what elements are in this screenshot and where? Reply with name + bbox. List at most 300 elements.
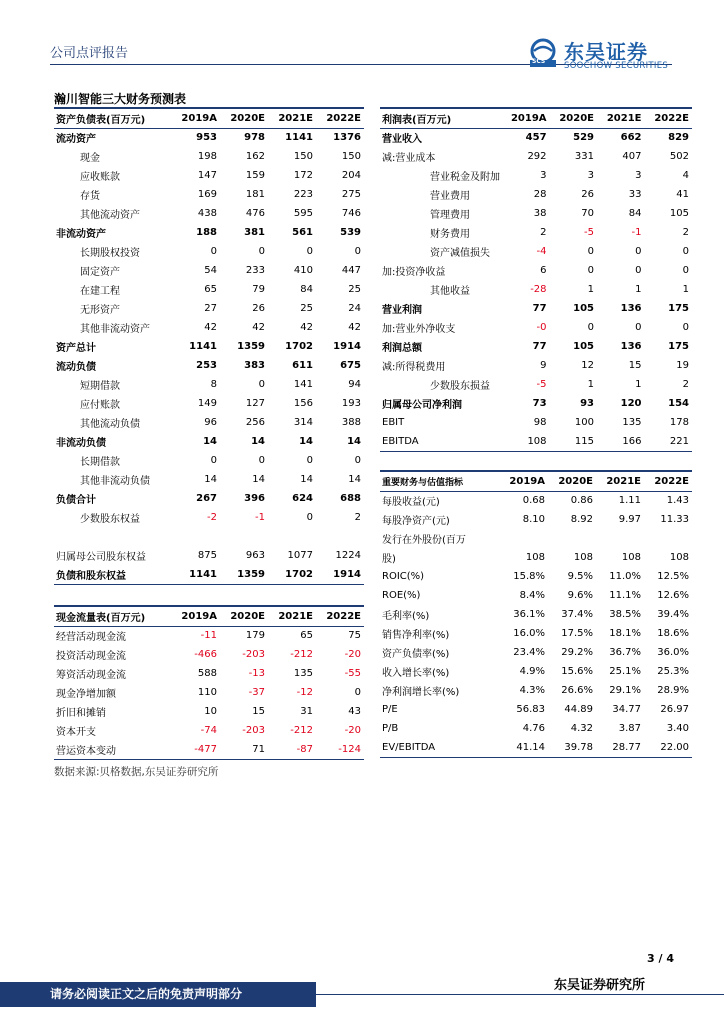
document-title: 瀚川智能三大财务预测表 [54,92,187,106]
row-label: 营业费用 [430,191,470,202]
table-row [380,491,692,510]
row-label: 资产总计 [56,343,96,354]
year-header-cell: 2022E [645,108,693,128]
value-cell: 410 [293,265,313,276]
value-cell: 0 [354,455,361,466]
value-cell: 15.8% [513,571,545,582]
row-label: 收入增长率(%) [382,668,450,679]
table-header-row [54,108,364,128]
value-cell: 36.7% [609,647,641,658]
value-cell: 4.32 [570,723,593,734]
value-cell: 1141 [285,132,313,144]
value-cell [548,529,596,548]
row-label: 财务费用 [430,229,470,240]
value-cell: 611 [292,360,313,371]
value-cell: 28 [533,189,547,200]
value-cell: 147 [197,170,217,181]
value-cell [596,529,644,548]
year-header-cell: 2020E [550,108,597,128]
value-cell [268,527,316,546]
value-cell: 0 [210,455,217,466]
row-label: 归属母公司股东权益 [56,552,146,563]
year-header-cell: 2022E [644,471,692,491]
year-header-cell: 2021E [596,471,644,491]
value-cell: 14 [299,436,313,447]
value-cell: 223 [293,189,313,200]
row-label: ROE(%) [382,590,421,601]
row-label: 销售净利率(%) [382,630,450,641]
value-cell: 0 [587,265,595,276]
value-cell: 65 [204,284,217,295]
value-cell: 127 [245,398,265,409]
value-cell: 198 [197,151,217,162]
value-cell: 1141 [189,341,217,352]
value-cell: 15 [252,706,265,717]
value-cell: 39.4% [657,609,689,620]
row-label: 减:所得税费用 [382,362,446,373]
value-cell: 149 [197,398,217,409]
value-cell: 108 [525,552,545,563]
value-cell: 1359 [220,565,268,584]
row-label: 发行在外股份(百万 [382,535,466,546]
row-label: P/E [382,704,398,715]
value-cell: -1 [255,512,265,523]
row-label: 短期借款 [80,381,120,392]
row-label: 加:投资净收益 [382,267,446,278]
value-cell: 39.78 [548,738,596,757]
year-header-cell: 2021E [597,108,644,128]
table-row [54,185,364,204]
value-cell: 136 [620,341,642,352]
data-source-note: 数据来源:贝格数据,东吴证券研究所 [54,766,219,778]
value-cell: 2 [682,227,689,238]
year-header-cell: 2021E [268,108,316,128]
value-cell: 4.76 [522,723,545,734]
value-cell: 42 [300,322,313,333]
row-label: 营业税金及附加 [430,172,500,183]
value-cell: 27 [204,303,217,314]
value-cell: -37 [248,687,265,698]
value-cell: -12 [296,687,313,698]
row-label: 其他流动资产 [80,210,140,221]
value-cell: 14 [203,436,217,447]
table-row [54,242,364,261]
row-label: ROIC(%) [382,571,425,582]
value-cell: 93 [580,398,595,409]
value-cell: 70 [581,208,595,219]
value-cell: 0 [258,379,265,390]
value-cell: 2 [354,512,361,523]
value-cell: 34.77 [612,704,641,715]
value-cell: 0 [682,265,689,276]
value-cell: 1 [587,284,595,295]
value-cell: 135 [622,417,642,428]
table-row [54,546,364,565]
value-cell: 0 [587,246,595,257]
value-cell: -74 [200,725,217,736]
value-cell: 8.4% [519,590,545,601]
value-cell: 43 [348,706,361,717]
table-row [54,299,364,318]
value-cell: 135 [293,668,313,679]
value-cell: 0 [306,455,313,466]
value-cell: 172 [293,170,313,181]
value-cell: 8 [210,379,217,390]
table-row [380,394,692,413]
value-cell: 381 [244,227,265,238]
value-cell: 25 [300,303,313,314]
value-cell: 11.0% [609,571,641,582]
value-cell: 175 [668,303,689,314]
value-cell: 1376 [333,132,361,144]
table-row [380,548,692,567]
value-cell: 0 [635,265,642,276]
value-cell: 4 [682,170,689,181]
value-cell: 41 [676,189,689,200]
value-cell: -1 [631,227,642,238]
value-cell: 108 [669,552,689,563]
table-header-row [54,606,364,626]
value-cell: -203 [242,649,265,660]
value-cell: 42 [252,322,265,333]
logo-mark-text: SCS [532,58,546,65]
row-label: 少数股东权益 [80,514,140,525]
table-row [380,147,692,166]
value-cell: 457 [525,132,547,144]
table-row [54,223,364,242]
row-label: 加:营业外净收支 [382,324,456,335]
value-cell: 162 [245,151,265,162]
value-cell: 105 [573,341,595,352]
value-cell: 9.5% [567,571,593,582]
row-label: EBITDA [380,432,502,451]
value-cell: 175 [668,341,689,352]
value-cell: 447 [341,265,361,276]
value-cell: 221 [645,432,693,451]
year-header-cell: 2022E [316,108,364,128]
row-label: 流动负债 [56,362,96,373]
value-cell: -212 [290,649,313,660]
value-cell: 29.1% [609,685,641,696]
table-title-cell: 资产负债表(百万元) [54,108,172,128]
value-cell: 136 [620,303,642,314]
row-label: 少数股东损益 [430,381,490,392]
row-label: 无形资产 [80,305,120,316]
value-cell: 10 [204,706,217,717]
table-row [380,413,692,432]
value-cell: -20 [344,725,361,736]
table-row [380,318,692,337]
value-cell: 11.33 [660,514,689,525]
value-cell: 12.5% [657,571,689,582]
table-row [54,626,364,645]
value-cell: 159 [245,170,265,181]
table-row [380,605,692,624]
value-cell: 6 [540,265,547,276]
table-row [380,643,692,662]
value-cell: -2 [207,512,217,523]
row-label: 其他非流动负债 [80,476,150,487]
value-cell: 188 [196,227,217,238]
value-cell: 331 [574,151,595,162]
value-cell: 77 [532,303,547,314]
value-cell: 14 [251,436,265,447]
value-cell: 0 [682,322,689,333]
row-label: 应收账款 [80,172,120,183]
row-label: 存货 [80,191,100,202]
value-cell: 25.3% [657,666,689,677]
year-header-cell: 2019A [502,108,550,128]
value-cell: 94 [348,379,361,390]
table-row [54,356,364,375]
value-cell: 25 [348,284,361,295]
table-title-cell: 利润表(百万元) [380,108,502,128]
value-cell: 38.5% [609,609,641,620]
value-cell: 15 [628,360,642,371]
table-row [380,510,692,529]
report-type-label: 公司点评报告 [50,46,129,61]
table-row [54,451,364,470]
row-label: 投资活动现金流 [56,651,126,662]
table-row [54,337,364,356]
value-cell: 0 [258,455,265,466]
row-label: 营业收入 [382,134,422,146]
value-cell: 14 [347,436,361,447]
value-cell: 12 [581,360,595,371]
table-row [54,261,364,280]
logo-chinese-name: 东吴证券 [564,40,648,64]
row-label: 资产负债率(%) [382,649,450,660]
value-cell: 1359 [237,341,265,352]
value-cell: 529 [573,132,595,144]
value-cell: 11.1% [609,590,641,601]
value-cell: 1224 [335,550,361,561]
value-cell [644,529,692,548]
value-cell: 12.6% [657,590,689,601]
row-label: 现金 [80,153,100,164]
table-row [54,645,364,664]
value-cell: 16.0% [513,628,545,639]
value-cell: 1077 [287,550,313,561]
value-cell: 77 [532,341,547,352]
value-cell: 388 [341,417,361,428]
table-row [380,662,692,681]
value-cell [220,527,268,546]
value-cell: 407 [622,151,642,162]
value-cell: 1.43 [666,495,689,507]
row-label: 经营活动现金流 [56,632,126,644]
row-label: 其他收益 [430,286,470,297]
value-cell: 178 [669,417,689,428]
value-cell: 181 [245,189,265,200]
year-header-cell: 2020E [548,471,596,491]
table-row [54,527,364,546]
value-cell: 0 [635,322,642,333]
value-cell: 3 [587,170,595,181]
value-cell: 662 [620,132,642,144]
value-cell: 120 [620,398,642,409]
value-cell: 1 [587,379,595,390]
value-cell: 588 [197,668,217,679]
table-row [380,624,692,643]
value-cell: 14 [348,474,361,485]
table-row [54,318,364,337]
table-row [380,375,692,394]
year-header-cell: 2020E [220,108,268,128]
table-row [54,375,364,394]
row-label: 资产减值损失 [430,248,490,259]
value-cell: 179 [245,630,265,642]
value-cell: 100 [574,417,595,428]
value-cell: 33 [628,189,642,200]
row-label: 现金净增加额 [56,689,116,700]
value-cell: 54 [204,265,217,276]
value-cell: 71 [220,740,268,759]
table-row [380,204,692,223]
table-row [54,683,364,702]
value-cell: -0 [536,322,547,333]
value-cell: 105 [573,303,595,314]
table-row [380,242,692,261]
table-row [380,586,692,605]
row-label: EBIT [382,417,405,428]
value-cell: -87 [268,740,316,759]
value-cell: 0 [635,246,642,257]
row-label [54,527,172,546]
value-cell: 539 [340,227,361,238]
value-cell: 256 [245,417,265,428]
value-cell: 0.86 [570,495,593,507]
table-row [380,128,692,147]
value-cell: 28.9% [657,685,689,696]
balance-sheet-table [54,107,364,585]
value-cell: 0 [258,246,265,257]
table-row [380,261,692,280]
value-cell: -55 [344,668,361,679]
row-label: 净利润增长率(%) [382,687,460,698]
year-header-cell: 2019A [172,606,220,626]
value-cell: 4.3% [519,685,545,696]
row-label: 非流动负债 [56,438,106,449]
value-cell: 233 [245,265,265,276]
row-label: 负债和股东权益 [54,565,172,584]
value-cell: 141 [293,379,313,390]
value-cell: 73 [532,398,547,409]
value-cell: 150 [293,151,313,162]
table-row [380,280,692,299]
value-cell: 110 [197,687,217,698]
row-label: 筹资活动现金流 [56,670,126,681]
row-label: 每股净资产(元) [382,516,450,527]
table-row [54,432,364,451]
value-cell: 275 [341,189,361,200]
row-label: 应付账款 [80,400,120,411]
year-header-cell: 2020E [220,606,268,626]
table-row [54,565,364,584]
value-cell: 156 [293,398,313,409]
value-cell: 0 [354,687,361,698]
value-cell: 28.77 [596,738,644,757]
row-label: 其他非流动资产 [80,324,150,335]
value-cell: 1 [635,379,642,390]
value-cell: 23.4% [513,647,545,658]
year-header-cell: 2022E [316,606,364,626]
value-cell: 3 [540,170,547,181]
value-cell: 0 [354,246,361,257]
value-cell: 98 [533,417,547,428]
value-cell: 65 [300,630,313,642]
value-cell: 3.87 [618,723,641,734]
value-cell: -124 [316,740,364,759]
row-label: 固定资产 [80,267,120,278]
value-cell: 253 [196,360,217,371]
value-cell: 1914 [316,565,364,584]
value-cell: 22.00 [644,738,692,757]
value-cell: 26.6% [561,685,593,696]
value-cell: 314 [293,417,313,428]
value-cell: -4 [536,246,547,257]
value-cell: 96 [204,417,217,428]
table-row [54,702,364,721]
value-cell: 56.83 [516,704,545,715]
value-cell: 595 [293,208,313,219]
value-cell: 1 [682,284,689,295]
table-row [54,489,364,508]
value-cell: -5 [536,379,547,390]
row-label: 每股收益(元) [382,497,440,509]
table-title-cell: 重要财务与估值指标 [380,471,500,491]
value-cell: -5 [584,227,595,238]
row-label: 营运资本变动 [54,740,172,759]
table-row [54,128,364,147]
row-label: 流动资产 [56,134,96,146]
row-label: 减:营业成本 [382,153,436,164]
value-cell: -13 [248,668,265,679]
value-cell: -212 [290,725,313,736]
value-cell [172,527,220,546]
row-label: P/B [382,723,399,734]
value-cell: 0 [306,246,313,257]
row-label: 负债合计 [56,495,96,506]
table-row [54,721,364,740]
table-row [54,740,364,759]
value-cell: 75 [348,630,361,642]
value-cell: 26 [581,189,595,200]
value-cell: 953 [196,132,217,144]
value-cell: 108 [502,432,550,451]
table-row [54,166,364,185]
value-cell: 14 [252,474,265,485]
table-row [54,204,364,223]
table-row [380,681,692,700]
value-cell: 292 [527,151,547,162]
logo-english-name: SOOCHOW SECURITIES [564,61,669,71]
value-cell: 438 [197,208,217,219]
value-cell: 169 [197,189,217,200]
table-row [380,567,692,586]
company-logo [528,36,678,74]
table-row [54,508,364,527]
value-cell: 0 [306,512,313,523]
year-header-cell: 2019A [172,108,220,128]
value-cell: 15.6% [561,666,593,677]
value-cell: 204 [341,170,361,181]
table-row [380,299,692,318]
value-cell: 193 [341,398,361,409]
value-cell [500,529,548,548]
value-cell: 1141 [172,565,220,584]
value-cell: 9.6% [567,590,593,601]
